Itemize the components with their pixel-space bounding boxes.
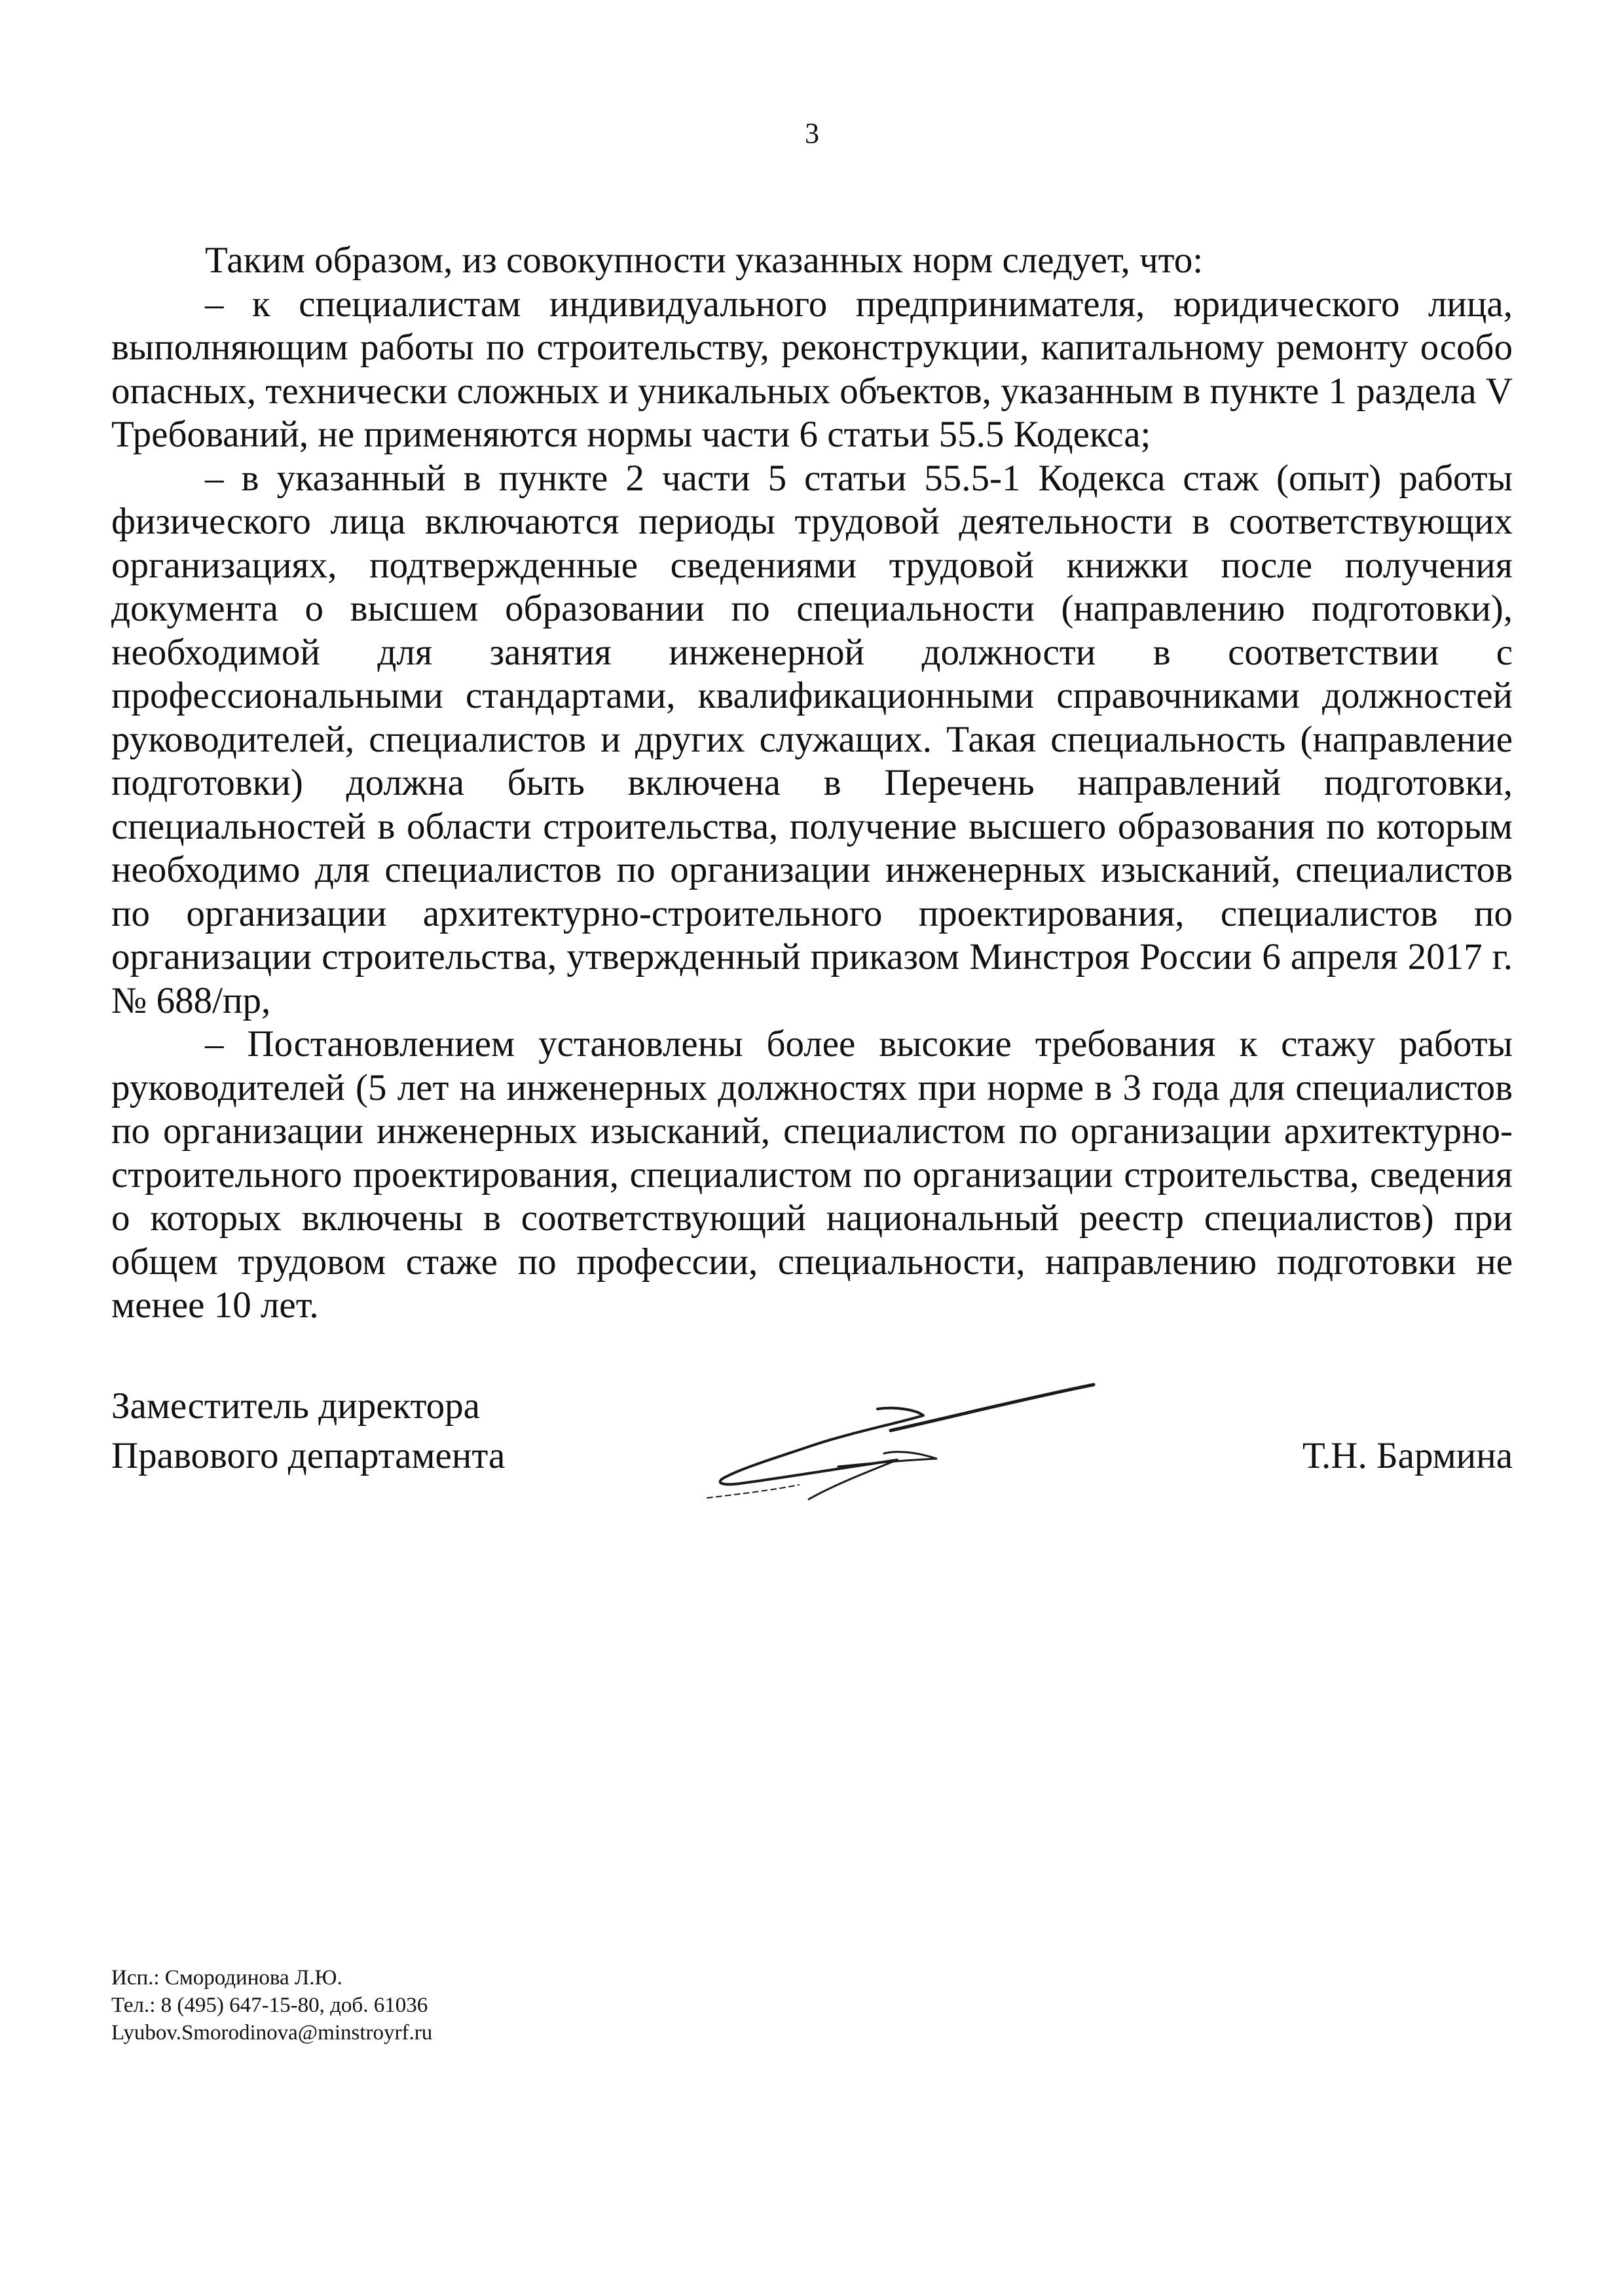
paragraph-item-2: – в указанный в пункте 2 части 5 статьи 55.5-1 Кодекса стаж (опыт) работы физического лица включаются периоды трудовой деятельности в соответствующих организациях, подтвержденные сведениями трудовой книжки после получения документа о высшем образовании по специальности (направлению подготовки), необходимой для занятия инженерной должности в соответствии с профессиональными стандартами, квалификационными справочниками должностей руководителей, специалистов и других служащих. Такая специальность (направление подготовки) должна быть включена в Перечень направлений подготовки, специальностей в области строительства, получение высшего образования по которым необходимо для специалистов по организации инженерных изысканий, специалистов по организации архитектурно-строительного проектирования, специалистов по организации строительства, утвержденный приказом Минстроя России 6 апреля 2017 г. № 688/пр, <box>111 457 1513 1021</box>
letter-body <box>111 239 1513 1328</box>
paragraph-item-3: – Постановлением установлены более высокие требования к стажу работы руководителей (5 лет на инженерных должностях при норме в 3 года для специалистов по организации инженерных изысканий, специалистом по организации архитектурно-строительного проектирования, специалистом по организации строительства, сведения о которых включены в соответствующий национальный реестр специалистов) при общем трудовом стаже по профессии, специальности, направлению подготовки не менее 10 лет. <box>111 1023 1513 1326</box>
handwritten-signature <box>701 1368 1107 1519</box>
signatory-position <box>111 1381 505 1481</box>
position-line-2: Правового департамента <box>111 1435 506 1476</box>
executor-phone: Тел.: 8 (495) 647-15-80, доб. 61036 <box>111 1994 428 2017</box>
page-number: 3 <box>805 117 819 149</box>
position-line-1: Заместитель директора <box>111 1385 480 1427</box>
paragraph-item-1: – к специалистам индивидуального предпринимателя, юридического лица, выполняющим работы по строительству, реконструкции, капитальному ремонту особо опасных, технически сложных и уникальных объектов, указанным в пункте 1 раздела V Требований, не применяются нормы части 6 статьи 55.5 Кодекса; <box>111 283 1513 455</box>
executor-name: Исп.: Смородинова Л.Ю. <box>111 1966 342 1990</box>
executor-footer <box>111 1964 432 2047</box>
executor-email: Lyubov.Smorodinova@minstroyrf.ru <box>111 2021 433 2045</box>
paragraph-intro: Таким образом, из совокупности указанных норм следует, что: <box>205 240 1204 281</box>
signatory-name: Т.Н. Бармина <box>1302 1435 1513 1476</box>
